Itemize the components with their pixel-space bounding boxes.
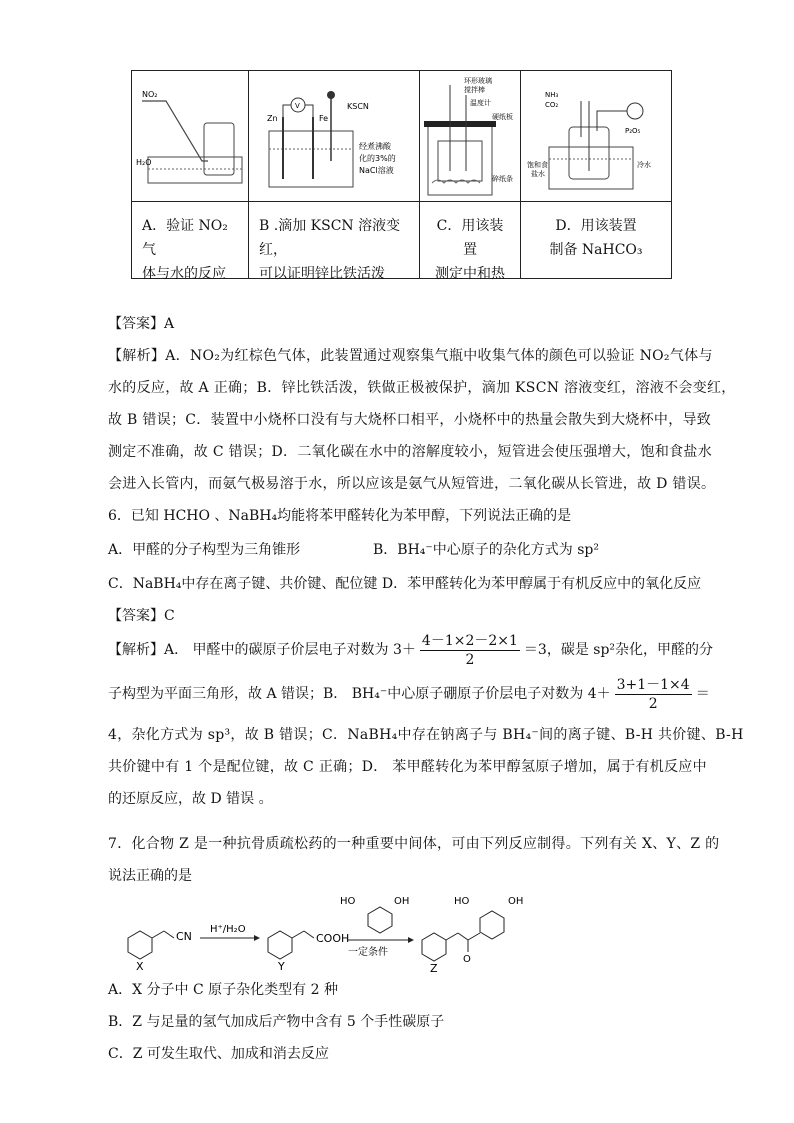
caption-b-cell — [249, 202, 420, 282]
q6-option-a: A．甲醛的分子构型为三角锥形 — [108, 542, 301, 558]
y-carboxyl-group: COOH — [316, 932, 350, 945]
label-p2o5: P₂O₅ — [625, 127, 641, 135]
figure-b-cell — [249, 71, 420, 202]
label-fe: Fe — [319, 114, 329, 123]
x-cyano-group: CN — [176, 930, 192, 943]
q7-option-b: B．Z 与足量的氢气加成后产物中含有 5 个手性碳原子 — [108, 1014, 445, 1030]
figure-a-no2-apparatus — [132, 71, 248, 201]
q6-option-c-d: C．NaBH₄中存在离子键、共价键、配位键 D．苯甲醛转化为苯甲醇属于有机反应中的氧化反应 — [108, 576, 702, 592]
q6-option-b: B．BH₄⁻中心原子的杂化方式为 sp² — [373, 542, 599, 558]
figure-d-nahco3-apparatus — [521, 71, 671, 201]
label-solution-3: NaCl溶液 — [359, 166, 394, 175]
fraction-2-denominator: 2 — [648, 695, 658, 712]
label-brine-2: 盐水 — [531, 170, 545, 178]
q7-option-c: C．Z 可发生取代、加成和消去反应 — [108, 1046, 329, 1062]
q5-analysis-line3: 故 B 错误；C．装置中小烧杯口没有与大烧杯口相平，小烧杯中的热量会散失到大烧杯中，导致 — [108, 412, 712, 428]
dihydroxyphenyl-ring — [480, 911, 504, 939]
label-stirrer-1: 环形玻璃 — [464, 77, 492, 85]
label-zn: Zn — [267, 114, 278, 123]
caption-b-line2: 可以证明锌比铁活泼 — [259, 266, 385, 282]
z-oh: OH — [508, 896, 524, 907]
label-compound-z: Z — [430, 962, 438, 974]
fraction-1-denominator: 2 — [465, 651, 475, 668]
label-brine-1: 饱和食 — [527, 161, 548, 169]
caption-c-line2: 测定中和热 — [435, 266, 505, 282]
figure-d-cell — [521, 71, 672, 202]
benzene-ring-x — [128, 931, 152, 959]
q6-analysis-line3: 4，杂化方式为 sp³，故 B 错误；C．NaBH₄中存在钠离子与 BH₄⁻间的离子键、B-H 共价键、B-H — [108, 727, 744, 743]
label-kscn: KSCN — [347, 102, 369, 111]
label-cold-water: 冷水 — [637, 161, 651, 169]
figure-c-calorimeter — [420, 71, 520, 201]
q6-analysis-text-1b: ＝3，碳是 sp²杂化，甲醛的分 — [523, 642, 714, 658]
q5-analysis-line2: 水的反应，故 A 正确；B．锌比铁活泼，铁做正极被保护，滴加 KSCN 溶液变红，溶液不会变红， — [108, 380, 736, 396]
q6-analysis-line5: 的还原反应，故 D 错误 。 — [108, 791, 273, 807]
label-nh3: NH₃ — [545, 91, 559, 99]
label-solution-1: 经煮沸酸 — [359, 142, 391, 151]
figure-b-galvanic-cell — [249, 71, 419, 201]
label-compound-x: X — [136, 960, 144, 973]
q5-analysis-line1: 【解析】A．NO₂为红棕色气体，此装置通过观察集气瓶中收集气体的颜色可以验证 NO₂气体与 — [108, 348, 713, 364]
q6-analysis-text-1a: 【解析】A． 甲醛中的碳原子价层电子对数为 3＋ — [108, 642, 416, 658]
resorcinol-ho: HO — [340, 896, 356, 907]
q6-analysis-text-2a: 子构型为平面三角形，故 A 错误；B． BH₄⁻中心原子硼原子价层电子对数为 4＋ — [108, 686, 611, 702]
label-co2: CO₂ — [545, 101, 559, 109]
label-solution-2: 化的3%的 — [359, 154, 396, 163]
z-ho: HO — [454, 896, 470, 907]
label-compound-y: Y — [278, 960, 285, 973]
fraction-2-numerator: 3+1－1×4 — [616, 676, 690, 693]
caption-a-line2: 体与水的反应 — [142, 266, 226, 282]
q5-answer: 【答案】A — [108, 316, 175, 332]
fraction-boron-pairs — [615, 676, 692, 713]
label-h2o: H₂O — [136, 158, 152, 167]
label-voltmeter: V — [295, 102, 300, 110]
q6-analysis-line2 — [108, 675, 710, 713]
options-table — [131, 70, 672, 282]
benzene-ring-z — [422, 933, 446, 961]
figure-a-cell — [132, 71, 249, 202]
q7-stem-line1: 7．化合物 Z 是一种抗骨质疏松药的一种重要中间体，可由下列反应制得。下列有关 X、Y、Z 的 — [108, 836, 720, 852]
caption-c-cell — [420, 202, 521, 282]
reaction-scheme — [108, 888, 698, 974]
q5-analysis-line4: 测定不准确，故 C 错误；D．二氧化碳在水中的溶解度较小，短管进会使压强增大，饱和食盐水 — [108, 444, 713, 460]
q6-stem: 6．已知 HCHO 、NaBH₄均能将苯甲醛转化为苯甲醇，下列说法正确的是 — [108, 508, 572, 524]
caption-d-line2: 制备 NaHCO₃ — [549, 242, 643, 258]
z-carbonyl-oxygen: O — [463, 954, 471, 965]
caption-b-line1: B .滴加 KSCN 溶液变红， — [259, 218, 401, 258]
label-stirrer-2: 搅拌棒 — [464, 86, 485, 94]
caption-c-line1: C．用该装置 — [436, 218, 504, 258]
caption-a-cell — [132, 202, 249, 282]
caption-d-line1: D．用该装置 — [555, 218, 637, 234]
resorcinol-oh: OH — [394, 896, 410, 907]
caption-a-line1: A．验证 NO₂气 — [142, 218, 228, 258]
label-cardboard: 硬纸板 — [492, 113, 513, 121]
label-paper-strips: 碎纸条 — [492, 175, 513, 183]
q6-answer: 【答案】C — [108, 608, 175, 624]
q7-option-a: A．X 分子中 C 原子杂化类型有 2 种 — [108, 982, 338, 998]
fraction-carbon-pairs — [420, 632, 520, 669]
label-no2: NO₂ — [142, 90, 158, 99]
q5-analysis-line5: 会进入长管内，而氨气极易溶于水，所以应该是氨气从短管进，二氧化碳从长管进，故 D 错误。 — [108, 476, 716, 492]
q6-analysis-text-2b: ＝ — [695, 686, 710, 702]
reagent-acid-water: H⁺/H₂O — [210, 924, 246, 935]
q6-analysis-line1 — [108, 631, 713, 669]
label-thermometer: 温度计 — [470, 99, 491, 107]
condition-certain: 一定条件 — [348, 947, 388, 958]
q6-analysis-line4: 共价键中有 1 个是配位键，故 C 正确；D． 苯甲醛转化为苯甲醇氢原子增加，属于有机反应中 — [108, 759, 707, 775]
benzene-ring-y — [268, 931, 292, 959]
fraction-1-numerator: 4－1×2－2×1 — [421, 632, 518, 649]
q7-stem-line2: 说法正确的是 — [108, 868, 192, 884]
resorcinol-ring — [368, 907, 392, 933]
figure-c-cell — [420, 71, 521, 202]
caption-d-cell — [521, 202, 672, 279]
